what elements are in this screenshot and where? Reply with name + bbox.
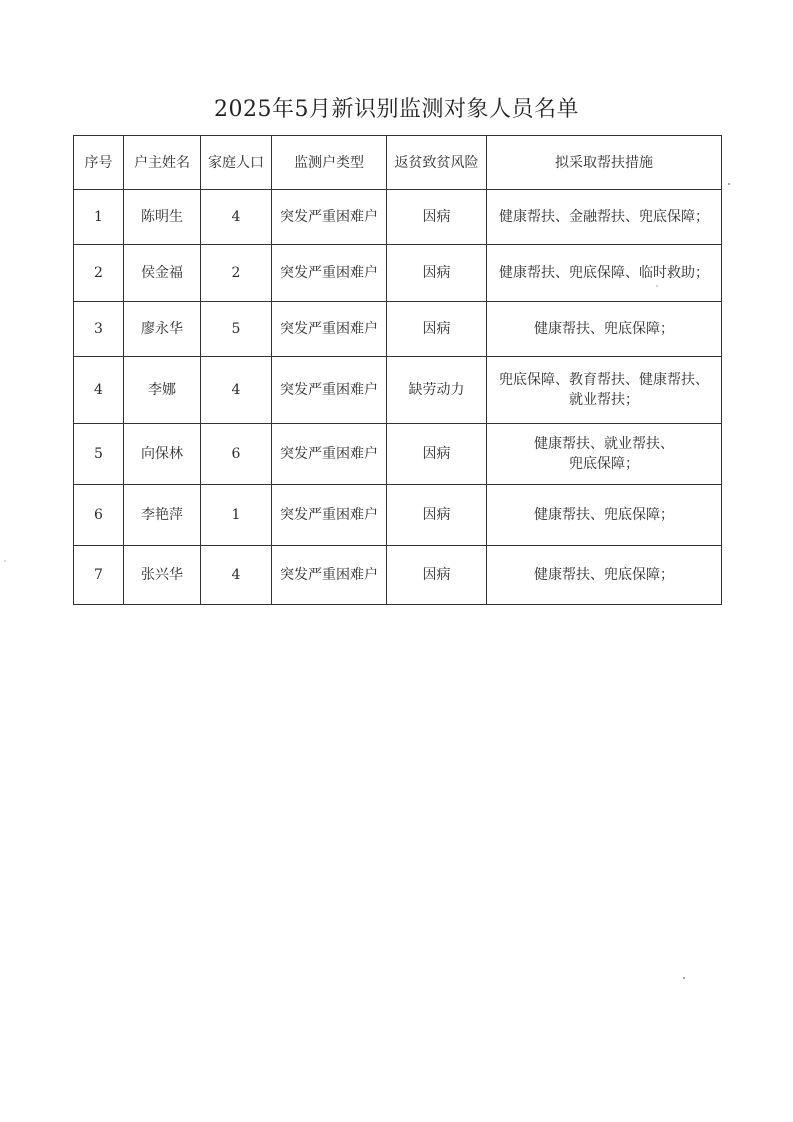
measures-line: 健康帮扶、就业帮扶、 — [534, 436, 674, 452]
table-row — [74, 357, 722, 424]
scan-speck — [728, 183, 730, 185]
cell-family-population: 6 — [201, 424, 272, 485]
cell-monitoring-type: 突发严重困难户 — [272, 485, 387, 546]
table-row — [74, 190, 722, 245]
cell-poverty-risk: 缺劳动力 — [387, 357, 487, 424]
cell-serial-no: 5 — [74, 424, 124, 485]
measures-line: 就业帮扶； — [569, 392, 639, 408]
cell-monitoring-type: 突发严重困难户 — [272, 302, 387, 357]
cell-serial-no: 4 — [74, 357, 124, 424]
header-monitoring-type: 监测户类型 — [272, 136, 387, 190]
scan-speck — [683, 977, 685, 979]
cell-assistance-measures — [487, 190, 722, 245]
cell-householder-name: 李娜 — [124, 357, 201, 424]
cell-assistance-measures — [487, 424, 722, 485]
cell-monitoring-type: 突发严重困难户 — [272, 190, 387, 245]
measures-line: 兜底保障、教育帮扶、健康帮扶、 — [499, 372, 709, 388]
measures-line: 兜底保障； — [569, 456, 639, 472]
header-householder-name: 户主姓名 — [124, 136, 201, 190]
cell-poverty-risk: 因病 — [387, 245, 487, 302]
header-serial-no: 序号 — [74, 136, 124, 190]
cell-monitoring-type: 突发严重困难户 — [272, 546, 387, 605]
cell-monitoring-type: 突发严重困难户 — [272, 424, 387, 485]
table-row — [74, 424, 722, 485]
cell-family-population: 1 — [201, 485, 272, 546]
cell-assistance-measures — [487, 546, 722, 605]
cell-householder-name: 廖永华 — [124, 302, 201, 357]
cell-family-population: 4 — [201, 357, 272, 424]
table-row — [74, 485, 722, 546]
cell-assistance-measures — [487, 302, 722, 357]
cell-family-population: 4 — [201, 190, 272, 245]
cell-monitoring-type: 突发严重困难户 — [272, 357, 387, 424]
cell-poverty-risk: 因病 — [387, 424, 487, 485]
scan-speck — [4, 560, 6, 562]
cell-poverty-risk: 因病 — [387, 190, 487, 245]
measures-line: 健康帮扶、金融帮扶、兜底保障； — [499, 209, 709, 225]
measures-line: 健康帮扶、兜底保障； — [534, 507, 674, 523]
cell-householder-name: 侯金福 — [124, 245, 201, 302]
cell-householder-name: 陈明生 — [124, 190, 201, 245]
cell-monitoring-type: 突发严重困难户 — [272, 245, 387, 302]
cell-serial-no: 2 — [74, 245, 124, 302]
table-row — [74, 245, 722, 302]
cell-poverty-risk: 因病 — [387, 546, 487, 605]
cell-assistance-measures — [487, 245, 722, 302]
page-title: 2025年5月新识别监测对象人员名单 — [214, 97, 579, 122]
cell-assistance-measures — [487, 485, 722, 546]
cell-householder-name: 向保林 — [124, 424, 201, 485]
monitoring-roster-table — [73, 135, 722, 605]
measures-line: 健康帮扶、兜底保障； — [534, 567, 674, 583]
cell-assistance-measures — [487, 357, 722, 424]
cell-householder-name: 李艳萍 — [124, 485, 201, 546]
measures-line: 健康帮扶、兜底保障、临时救助； — [499, 265, 709, 281]
cell-family-population: 5 — [201, 302, 272, 357]
cell-family-population: 2 — [201, 245, 272, 302]
header-family-population: 家庭人口 — [201, 136, 272, 190]
scan-speck — [656, 285, 658, 287]
cell-serial-no: 7 — [74, 546, 124, 605]
cell-poverty-risk: 因病 — [387, 302, 487, 357]
cell-serial-no: 6 — [74, 485, 124, 546]
cell-family-population: 4 — [201, 546, 272, 605]
measures-line: 健康帮扶、兜底保障； — [534, 321, 674, 337]
header-poverty-risk: 返贫致贫风险 — [387, 136, 487, 190]
table-row — [74, 302, 722, 357]
cell-poverty-risk: 因病 — [387, 485, 487, 546]
table-header-row — [74, 136, 722, 190]
cell-householder-name: 张兴华 — [124, 546, 201, 605]
header-assistance-measures: 拟采取帮扶措施 — [487, 136, 722, 190]
cell-serial-no: 3 — [74, 302, 124, 357]
cell-serial-no: 1 — [74, 190, 124, 245]
table-row — [74, 546, 722, 605]
